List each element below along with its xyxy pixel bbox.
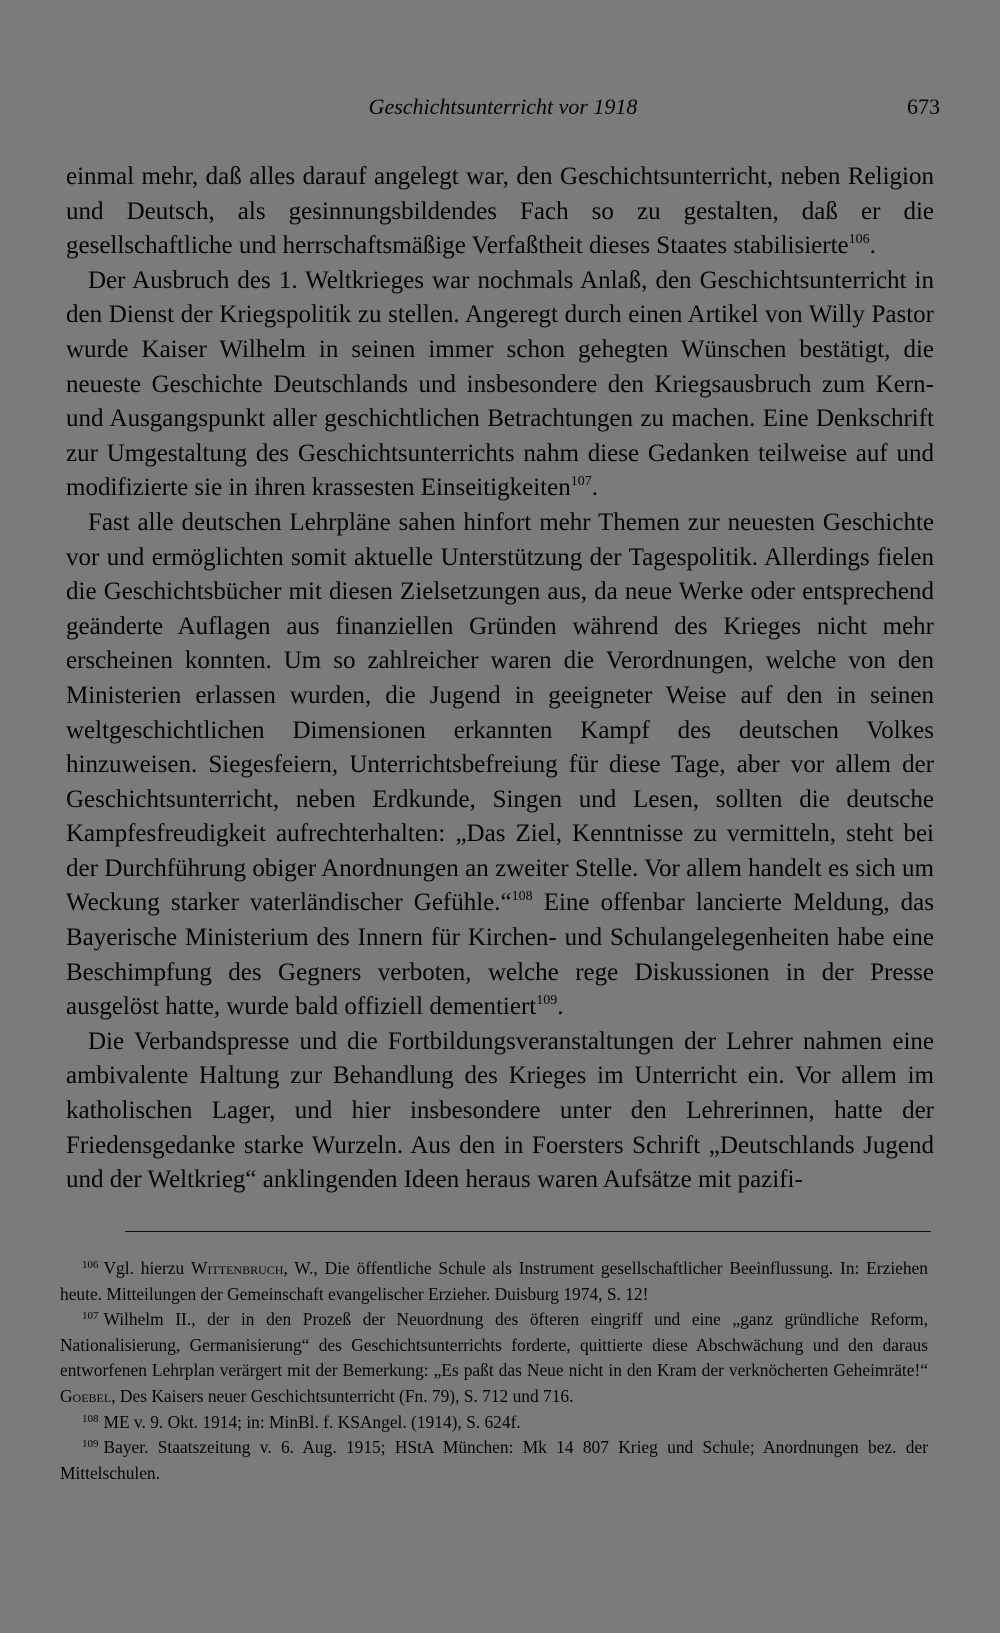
- footnote-number: 109: [82, 1438, 99, 1451]
- footnote-108: $^{108}$ ME v. 9. Okt. 1914; in: MinBl. f. KSAngel. (1914), S. 624f.: [82, 1411, 521, 1432]
- paragraph-3: Fast alle deutschen Lehrpläne sahen hinfort mehr Themen zur neuesten Geschichte vor und ermöglichten somit aktuelle Unterstützung der Tagespolitik. Allerdings fielen die Geschichtsbücher mit diesen Zielsetzungen aus, da neue Werke oder entsprechend geänderte Auflagen aus finanziellen Gründen während des Krieges nicht mehr erscheinen konnten. Um so zahlreicher waren die Verordnungen, welche von den Ministerien erlassen wurden, die Jugend in geeigneter Weise auf den in seinen weltgeschichtlichen Dimensionen erkannten Kampf des deutschen Volkes hinzuweisen. Siegesfeiern, Unterrichtsbefreiung für diese Tage, aber vor allem der Geschichtsunterricht, neben Erdkunde, Singen und Lesen, sollten die deutsche Kampfesfreudigkeit aufrechterhalten: „Das Ziel, Kenntnisse zu vermitteln, steht bei der Durchführung obiger Anordnungen an zweiter Stelle. Vor allem handelt es sich um Weckung starker vaterländischer Gefühle.“$^{108}$ Eine offenbar lancierte Meldung, das Bayerische Ministerium des Innern für Kirchen- und Schulangelegenheiten habe eine Beschimpfung des Gegners verboten, welche rege Diskussionen in der Presse ausgelöst hatte, wurde bald offiziell dementiert$^{109}$.: [66, 508, 934, 1021]
- footnote-109: $^{109}$ Bayer. Staatszeitung v. 6. Aug. 1915; HStA München: Mk 14 807 Krieg und Schule; Anordnungen bez. der Mittelschulen.: [60, 1437, 928, 1483]
- footnote-107: $^{107}$ Wilhelm II., der in den Prozeß der Neuordnung des öfteren eingriff und eine „ganz gründliche Reform, Nationalisierung, Germanisierung“ des Geschichtsunterrichts forderte, quittierte diese Abschwächung und den daraus entworfenen Lehrplan verärgert mit der Bemerkung: „Es paßt das Neue nicht in den Kram der verknöcherten Geheimräte!“ Goebel, Des Kaisers neuer Geschichtsunterricht (Fn. 79), S. 712 und 716.: [60, 1309, 928, 1406]
- paragraph-4: Die Verbandspresse und die Fortbildungsveranstaltungen der Lehrer nahmen eine ambivalente Haltung zur Behandlung des Krieges im Unterricht ein. Vor allem im katholischen Lager, und hier insbesondere unter den Lehrerinnen, hatte der Friedensgedanke starke Wurzeln. Aus den in Foersters Schrift „Deutschlands Jugend und der Weltkrieg“ anklingenden Ideen heraus waren Aufsätze mit pazifi-: [66, 1027, 934, 1194]
- footnote-ref-106: 106: [848, 232, 870, 248]
- footnote-number: 107: [82, 1310, 99, 1323]
- footnote-ref-108: 108: [511, 889, 533, 905]
- footnote-author: Goebel: [60, 1385, 112, 1406]
- footnote-ref-109: 109: [536, 993, 558, 1009]
- footnote-number: 106: [82, 1259, 99, 1271]
- main-text: [66, 160, 934, 1198]
- paragraph-2: Der Ausbruch des 1. Weltkrieges war nochmals Anlaß, den Geschichtsunterricht in den Dienst der Kriegspolitik zu stellen. Angeregt durch einen Artikel von Willy Pastor wurde Kaiser Wilhelm in seinen immer schon gehegten Wünschen bestätigt, die neueste Geschichte Deutschlands und insbesondere den Kriegsausbruch zum Kern- und Ausgangspunkt aller geschichtlichen Betrachtungen zu machen. Eine Denkschrift zur Umgestaltung des Geschichtsunterrichts nahm diese Gedanken teilweise auf und modifizierte sie in ihren krassesten Einseitigkeiten$^{107}$.: [66, 266, 934, 502]
- running-title: Geschichtsunterricht vor 1918: [368, 94, 638, 119]
- footnote-ref-107: 107: [570, 474, 592, 490]
- footnote-author: Wittenbruch: [191, 1258, 284, 1278]
- paragraph-1: einmal mehr, daß alles darauf angelegt war, den Geschichtsunterricht, neben Religion und Deutsch, als gesinnungsbildendes Fach so zu gestalten, daß er die gesellschaftliche und herrschaftsmäßige Verfaßtheit dieses Staates stabilisierte$^{106}$.: [66, 163, 934, 260]
- footnote-number: 108: [82, 1412, 99, 1425]
- page-header: [66, 94, 940, 128]
- page-number: 673: [907, 94, 940, 119]
- footnotes: [60, 1256, 928, 1486]
- footnote-divider: [125, 1231, 931, 1232]
- footnote-106: $^{106}$ Vgl. hierzu Wittenbruch, W., Die öffentliche Schule als Instrument gesellschaftlicher Beeinflussung. In: Erziehen heute. Mitteilungen der Gemeinschaft evangelischer Erzieher. Duisburg 1974, S. 12!: [60, 1258, 928, 1304]
